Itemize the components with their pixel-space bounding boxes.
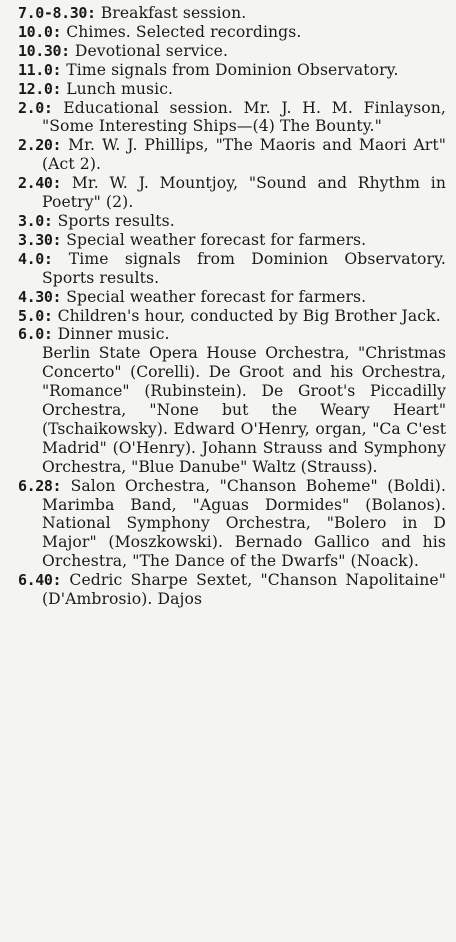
entry-time: 6.0: [18, 325, 53, 344]
entry-text: Lunch music. [61, 79, 174, 98]
entry-text: Time signals from Dominion Observatory. Sports results. [42, 249, 446, 287]
schedule-entry [18, 4, 446, 23]
entry-time: 3.0: [18, 211, 53, 230]
entry-text: Sports results. [52, 211, 175, 230]
entry-time: 11.0: [18, 60, 62, 79]
schedule-entry [18, 80, 446, 99]
entry-text: Mr. W. J. Mountjoy, "Sound and Rhythm in Poetry" (2). [42, 174, 446, 212]
entry-text: Special weather forecast for farmers. [61, 287, 367, 306]
schedule-entry [18, 99, 446, 137]
entry-time: 6.28: [18, 476, 62, 495]
entry-text: Special weather forecast for farmers. [61, 230, 367, 249]
entry-text: Children's hour, conducted by Big Brother Jack. [52, 306, 441, 325]
entry-text: Time signals from Dominion Observatory. [61, 60, 399, 79]
entry-text: Salon Orchestra, "Chanson Boheme" (Boldi). Marimba Band, "Aguas Dormides" (Bolanos). National Symphony Orchestra, "Bolero in D Major" (Moszkowski). Bernado Gallico and his Orchestra, "The Dance of the Dwarfs" (Noack). [42, 476, 446, 571]
entry-time: 4.0: [18, 249, 53, 268]
entry-time: 3.30: [18, 230, 62, 249]
entry-time: 4.30: [18, 287, 62, 306]
schedule-entry [18, 250, 446, 288]
entry-time: 2.0: [18, 98, 53, 117]
schedule-entry [18, 571, 446, 609]
entry-text: Dinner music. [52, 325, 170, 344]
entry-time: 10.30: [18, 41, 70, 60]
schedule-entry [18, 174, 446, 212]
entry-text: Mr. W. J. Phillips, "The Maoris and Maori Art" (Act 2). [42, 136, 446, 174]
entry-text: Breakfast session. [95, 4, 247, 22]
schedule-entry [18, 231, 446, 250]
entry-time: 5.0: [18, 306, 53, 325]
schedule-entry [18, 477, 446, 572]
entry-time: 12.0: [18, 79, 62, 98]
schedule-entry [18, 325, 446, 344]
schedule-entry [18, 288, 446, 307]
schedule-entry [18, 42, 446, 61]
entry-time: 7.0-8.30: [18, 4, 96, 22]
entry-text: Educational session. Mr. J. H. M. Finlayson, "Some Interesting Ships—(4) The Bounty." [42, 98, 446, 136]
entry-time: 2.20: [18, 136, 62, 155]
schedule-entry [18, 23, 446, 42]
entry-text: Devotional service. [69, 41, 229, 60]
entry-time: 2.40: [18, 174, 62, 193]
entry-text: Chimes. Selected recordings. [61, 22, 302, 41]
entry-time: 10.0: [18, 22, 62, 41]
dinner-music-list: Berlin State Opera House Orchestra, "Christmas Concerto" (Corelli). De Groot and his Orchestra, "Romance" (Rubinstein). De Groot's Piccadilly Orchestra, "None but the Weary Heart" (Tschaikowsky). Edward O'Henry, organ, "Ca C'est Madrid" (O'Henry). Johann Strauss and Symphony Orchestra, "Blue Danube" Waltz (Strauss). [42, 344, 446, 476]
entry-text: Cedric Sharpe Sextet, "Chanson Napolitaine" (D'Ambrosio). Dajos [42, 571, 446, 609]
schedule-entry [18, 61, 446, 80]
schedule-entry [18, 307, 446, 326]
entry-time: 6.40: [18, 571, 62, 590]
schedule-entry [18, 212, 446, 231]
schedule-entry [18, 136, 446, 174]
